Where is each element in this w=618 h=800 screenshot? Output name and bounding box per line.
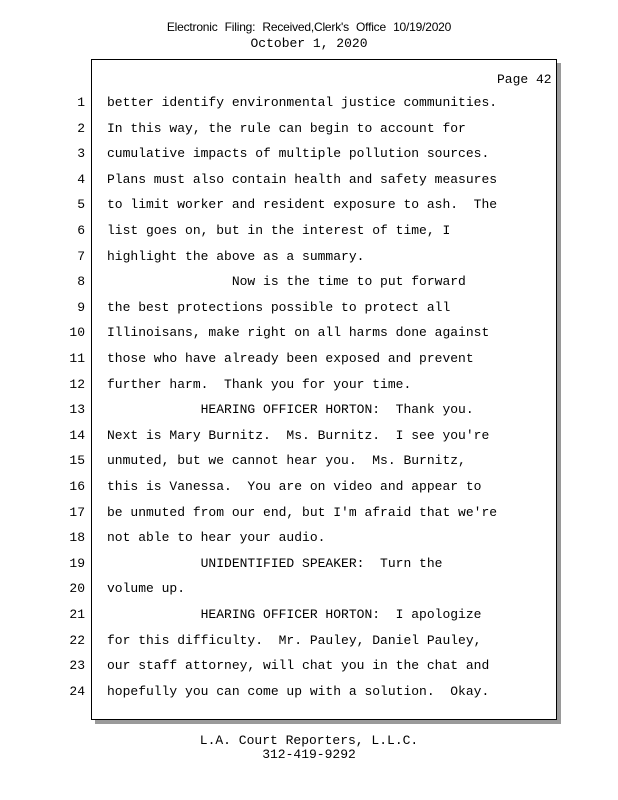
line-number: 23 — [69, 658, 85, 674]
line-text: volume up. — [107, 581, 186, 597]
line-number: 16 — [69, 479, 85, 494]
line-number: 9 — [77, 299, 85, 315]
line-text: Illinoisans, make right on all harms done against — [107, 325, 490, 341]
line-text: better identify environmental justice communities. — [107, 95, 498, 110]
line-text: In this way, the rule can begin to account for — [107, 120, 466, 136]
line-number: 10 — [69, 325, 85, 341]
line-number: 14 — [69, 427, 85, 443]
transcript-date: October 1, 2020 — [250, 36, 368, 51]
line-number: 7 — [77, 248, 85, 264]
line-number: 6 — [77, 223, 85, 238]
line-text: cumulative impacts of multiple pollution sources. — [107, 146, 490, 162]
line-text: for this difficulty. Mr. Pauley, Daniel Pauley, — [107, 632, 482, 648]
line-text: highlight the above as a summary. — [107, 248, 365, 264]
line-number: 8 — [77, 274, 85, 290]
line-number: 5 — [77, 197, 85, 213]
line-number: 2 — [77, 120, 85, 136]
line-number: 21 — [69, 607, 85, 622]
line-number: 24 — [69, 683, 85, 699]
line-text: list goes on, but in the interest of time, I — [107, 223, 451, 238]
line-number: 22 — [69, 632, 85, 648]
line-number: 17 — [69, 504, 85, 520]
line-text: those who have already been exposed and prevent — [107, 351, 474, 366]
line-text: Next is Mary Burnitz. Ms. Burnitz. I see you're — [107, 427, 490, 443]
line-text: Now is the time to put forward — [107, 274, 466, 290]
line-number: 18 — [69, 530, 85, 546]
line-number: 11 — [69, 351, 85, 366]
filing-stamp: Electronic Filing: Received,Clerk's Office 10/19/2020 — [166, 20, 452, 34]
line-number: 3 — [77, 146, 85, 162]
line-text: the best protections possible to protect all — [107, 299, 451, 315]
line-text: HEARING OFFICER HORTON: Thank you. — [107, 402, 474, 418]
line-number: 13 — [69, 402, 85, 418]
footer-phone-number: 312-419-9292 — [262, 747, 356, 762]
line-text: be unmuted from our end, but I'm afraid that we're — [107, 504, 498, 520]
line-text: unmuted, but we cannot hear you. Ms. Burnitz, — [107, 453, 466, 469]
line-text: hopefully you can come up with a solution. Okay. — [107, 683, 490, 699]
line-number: 12 — [69, 376, 85, 392]
footer-firm-name: L.A. Court Reporters, L.L.C. — [199, 733, 419, 748]
line-text: UNIDENTIFIED SPEAKER: Turn the — [107, 555, 443, 571]
line-text: our staff attorney, will chat you in the chat and — [107, 658, 490, 674]
line-text: not able to hear your audio. — [107, 530, 326, 546]
line-number: 19 — [69, 555, 85, 571]
line-text: this is Vanessa. You are on video and appear to — [107, 479, 482, 494]
line-text: HEARING OFFICER HORTON: I apologize — [107, 607, 482, 622]
line-number: 1 — [77, 95, 85, 110]
page-number: Page 42 — [497, 72, 552, 87]
line-number: 20 — [69, 581, 85, 597]
line-text: Plans must also contain health and safety measures — [107, 171, 498, 187]
line-number: 4 — [77, 171, 85, 187]
line-text: further harm. Thank you for your time. — [107, 376, 412, 392]
line-number: 15 — [69, 453, 85, 469]
line-text: to limit worker and resident exposure to ash. The — [107, 197, 498, 213]
